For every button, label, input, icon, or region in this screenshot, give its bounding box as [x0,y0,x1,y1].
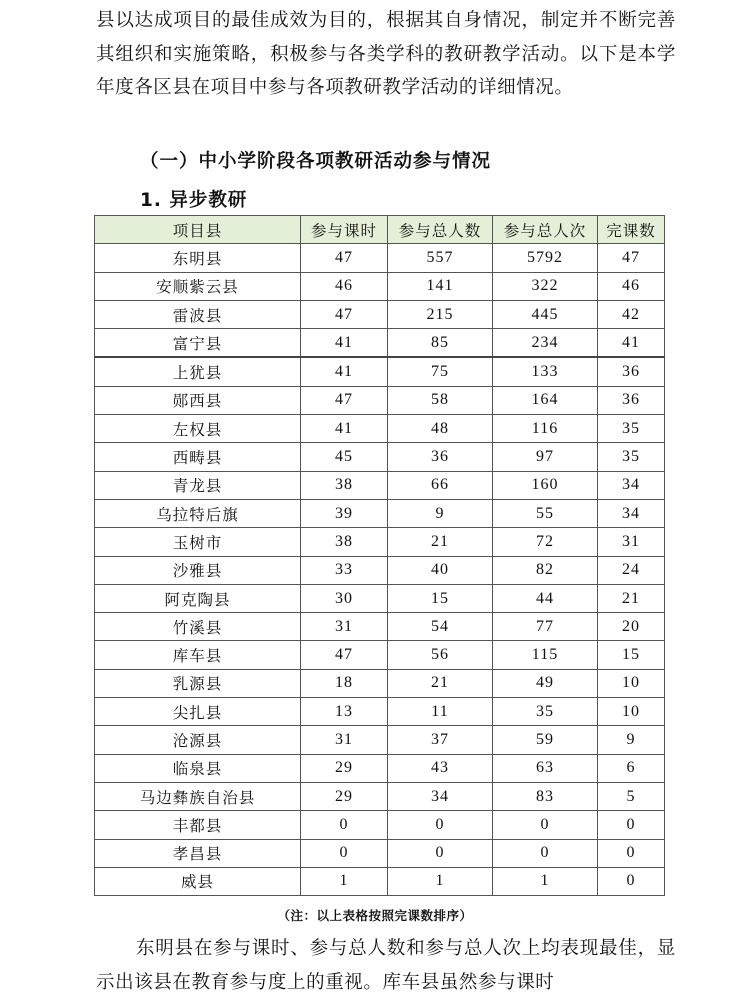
table-row [95,811,665,839]
completed-cell: 35 [598,415,665,443]
completed-cell: 41 [598,329,665,358]
county-cell: 雷波县 [95,300,301,328]
closing-paragraph: 东明县在参与课时、参与总人数和参与总人次上均表现最佳，显示出该县在教育参与度上的重视。库车县虽然参与课时 [96,938,676,993]
completed-cell: 36 [598,357,665,386]
subsection-heading: 1. 异步教研 [140,190,248,211]
table-note: （注：以上表格按照完课数排序） [277,908,473,923]
attendances-cell: 133 [493,357,598,386]
async-research-table-container [94,215,665,896]
header-total-attendances: 参与总人次 [493,216,598,244]
lesson-hours-cell: 45 [301,443,388,471]
lesson-hours-cell: 41 [301,329,388,358]
attendances-cell: 49 [493,669,598,697]
participants-cell: 66 [388,471,493,499]
attendances-cell: 63 [493,754,598,782]
participants-cell: 58 [388,386,493,414]
lesson-hours-cell: 1 [301,867,388,895]
header-completed-courses: 完课数 [598,216,665,244]
lesson-hours-cell: 0 [301,839,388,867]
county-cell: 青龙县 [95,471,301,499]
county-cell: 马边彝族自治县 [95,782,301,810]
county-cell: 库车县 [95,641,301,669]
county-cell: 上犹县 [95,357,301,386]
participants-cell: 43 [388,754,493,782]
participants-cell: 37 [388,726,493,754]
attendances-cell: 77 [493,613,598,641]
completed-cell: 6 [598,754,665,782]
attendances-cell: 164 [493,386,598,414]
county-cell: 郧西县 [95,386,301,414]
lesson-hours-cell: 47 [301,244,388,272]
completed-cell: 47 [598,244,665,272]
lesson-hours-cell: 39 [301,499,388,527]
attendances-cell: 0 [493,811,598,839]
completed-cell: 0 [598,867,665,895]
table-row [95,499,665,527]
county-cell: 西畴县 [95,443,301,471]
participants-cell: 21 [388,528,493,556]
table-row [95,300,665,328]
completed-cell: 0 [598,839,665,867]
participants-cell: 15 [388,584,493,612]
county-cell: 左权县 [95,415,301,443]
county-cell: 丰都县 [95,811,301,839]
attendances-cell: 97 [493,443,598,471]
participants-cell: 85 [388,329,493,358]
participants-cell: 56 [388,641,493,669]
lesson-hours-cell: 29 [301,754,388,782]
table-body [95,244,665,896]
attendances-cell: 234 [493,329,598,358]
county-cell: 乌拉特后旗 [95,499,301,527]
participants-cell: 0 [388,839,493,867]
table-row [95,443,665,471]
attendances-cell: 72 [493,528,598,556]
table-row [95,726,665,754]
attendances-cell: 445 [493,300,598,328]
county-cell: 威县 [95,867,301,895]
lesson-hours-cell: 46 [301,272,388,300]
attendances-cell: 5792 [493,244,598,272]
lesson-hours-cell: 41 [301,415,388,443]
completed-cell: 34 [598,471,665,499]
completed-cell: 46 [598,272,665,300]
completed-cell: 15 [598,641,665,669]
intro-paragraph: 县以达成项目的最佳成效为目的，根据其自身情况，制定并不断完善其组织和实施策略，积极参与各类学科的教研教学活动。以下是本学年度各区县在项目中参与各项教研教学活动的详细情况。 [96,10,676,98]
lesson-hours-cell: 47 [301,300,388,328]
lesson-hours-cell: 13 [301,698,388,726]
county-cell: 沙雅县 [95,556,301,584]
completed-cell: 10 [598,669,665,697]
county-cell: 竹溪县 [95,613,301,641]
completed-cell: 36 [598,386,665,414]
lesson-hours-cell: 30 [301,584,388,612]
completed-cell: 34 [598,499,665,527]
attendances-cell: 0 [493,839,598,867]
attendances-cell: 44 [493,584,598,612]
participants-cell: 11 [388,698,493,726]
table-row [95,528,665,556]
table-row [95,556,665,584]
table-header-row [95,216,665,244]
county-cell: 沧源县 [95,726,301,754]
participants-cell: 9 [388,499,493,527]
attendances-cell: 55 [493,499,598,527]
lesson-hours-cell: 31 [301,726,388,754]
table-row [95,244,665,272]
attendances-cell: 322 [493,272,598,300]
table-row [95,754,665,782]
county-cell: 富宁县 [95,329,301,358]
attendances-cell: 1 [493,867,598,895]
participants-cell: 557 [388,244,493,272]
table-row [95,471,665,499]
lesson-hours-cell: 41 [301,357,388,386]
attendances-cell: 115 [493,641,598,669]
county-cell: 孝昌县 [95,839,301,867]
attendances-cell: 116 [493,415,598,443]
participants-cell: 1 [388,867,493,895]
completed-cell: 24 [598,556,665,584]
async-research-table [94,215,665,896]
table-row [95,698,665,726]
lesson-hours-cell: 47 [301,641,388,669]
participants-cell: 75 [388,357,493,386]
table-row [95,867,665,895]
lesson-hours-cell: 29 [301,782,388,810]
completed-cell: 42 [598,300,665,328]
table-row [95,584,665,612]
completed-cell: 31 [598,528,665,556]
lesson-hours-cell: 0 [301,811,388,839]
participants-cell: 21 [388,669,493,697]
table-row [95,613,665,641]
completed-cell: 0 [598,811,665,839]
participants-cell: 34 [388,782,493,810]
lesson-hours-cell: 31 [301,613,388,641]
section-heading: （一）中小学阶段各项教研活动参与情况 [140,151,492,172]
county-cell: 东明县 [95,244,301,272]
county-cell: 临泉县 [95,754,301,782]
table-row [95,782,665,810]
table-row [95,272,665,300]
lesson-hours-cell: 38 [301,528,388,556]
participants-cell: 36 [388,443,493,471]
completed-cell: 35 [598,443,665,471]
table-row [95,415,665,443]
attendances-cell: 59 [493,726,598,754]
attendances-cell: 83 [493,782,598,810]
lesson-hours-cell: 18 [301,669,388,697]
header-county: 项目县 [95,216,301,244]
participants-cell: 141 [388,272,493,300]
county-cell: 阿克陶县 [95,584,301,612]
participants-cell: 54 [388,613,493,641]
participants-cell: 48 [388,415,493,443]
attendances-cell: 82 [493,556,598,584]
table-row [95,839,665,867]
table-row [95,386,665,414]
participants-cell: 0 [388,811,493,839]
completed-cell: 20 [598,613,665,641]
lesson-hours-cell: 38 [301,471,388,499]
table-row [95,329,665,358]
header-lesson-hours: 参与课时 [301,216,388,244]
participants-cell: 40 [388,556,493,584]
completed-cell: 21 [598,584,665,612]
county-cell: 玉树市 [95,528,301,556]
table-row [95,669,665,697]
lesson-hours-cell: 47 [301,386,388,414]
county-cell: 乳源县 [95,669,301,697]
county-cell: 安顺紫云县 [95,272,301,300]
completed-cell: 9 [598,726,665,754]
completed-cell: 5 [598,782,665,810]
table-row [95,641,665,669]
lesson-hours-cell: 33 [301,556,388,584]
participants-cell: 215 [388,300,493,328]
attendances-cell: 35 [493,698,598,726]
table-row [95,357,665,386]
completed-cell: 10 [598,698,665,726]
county-cell: 尖扎县 [95,698,301,726]
header-total-participants: 参与总人数 [388,216,493,244]
attendances-cell: 160 [493,471,598,499]
